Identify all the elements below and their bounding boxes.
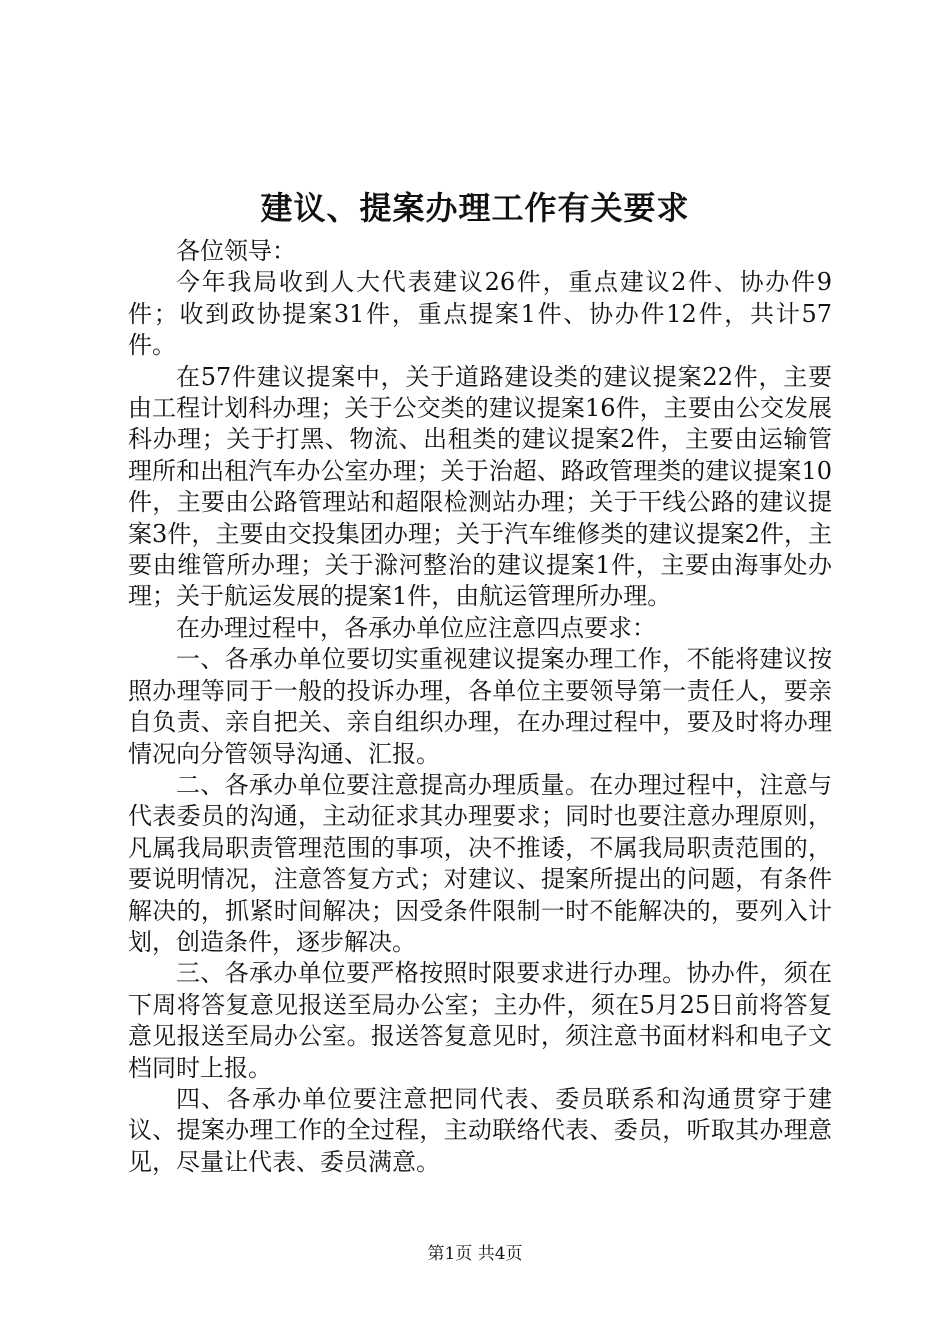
- requirement-2-paragraph: 二、各承办单位要注意提高办理质量。在办理过程中，注意与代表委员的沟通，主动征求其办理要求；同时也要注意办理原则，凡属我局职责管理范围的事项，决不推诿，不属我局职责范围的，要说明情况，注意答复方式；对建议、提案所提出的问题，有条件解决的，抓紧时间解决；因受条件限制一时不能解决的，要列入计划，创造条件，逐步解决。: [128, 770, 832, 956]
- requirement-1-paragraph: 一、各承办单位要切实重视建议提案办理工作，不能将建议按照办理等同于一般的投诉办理，各单位主要领导第一责任人，要亲自负责、亲自把关、亲自组织办理，在办理过程中，要及时将办理情况向分管领导沟通、汇报。: [128, 645, 832, 768]
- requirements-intro-paragraph: 在办理过程中，各承办单位应注意四点要求：: [176, 613, 656, 642]
- distribution-paragraph: 在57件建议提案中，关于道路建设类的建议提案22件，主要由工程计划科办理；关于公交类的建议提案16件，主要由公交发展科办理；关于打黑、物流、出租类的建议提案2件，主要由运输管理所和出租汽车办公室办理；关于治超、路政管理类的建议提案10件，主要由公路管理站和超限检测站办理；关于干线公路的建议提案3件，主要由交投集团办理；关于汽车维修类的建议提案2件，主要由维管所办理；关于滁河整治的建议提案1件，主要由海事处办理；关于航运发展的提案1件，由航运管理所办理。: [128, 362, 832, 611]
- page-number-footer: 第1页 共4页: [427, 1244, 523, 1264]
- salutation-paragraph: 各位领导：: [176, 237, 296, 265]
- document-body: [128, 236, 832, 1178]
- requirement-4-paragraph: 四、各承办单位要注意把同代表、委员联系和沟通贯穿于建议、提案办理工作的全过程，主动联络代表、委员，听取其办理意见，尽量让代表、委员满意。: [128, 1084, 832, 1176]
- summary-paragraph: 今年我局收到人大代表建议26件，重点建议2件、协办件9件；收到政协提案31件，重点提案1件、协办件12件，共计57件。: [128, 268, 832, 360]
- requirement-3-paragraph: 三、各承办单位要严格按照时限要求进行办理。协办件，须在下周将答复意见报送至局办公室；主办件，须在5月25日前将答复意见报送至局办公室。报送答复意见时，须注意书面材料和电子文档同时上报。: [128, 959, 832, 1082]
- document-title: 建议、提案办理工作有关要求: [260, 189, 690, 227]
